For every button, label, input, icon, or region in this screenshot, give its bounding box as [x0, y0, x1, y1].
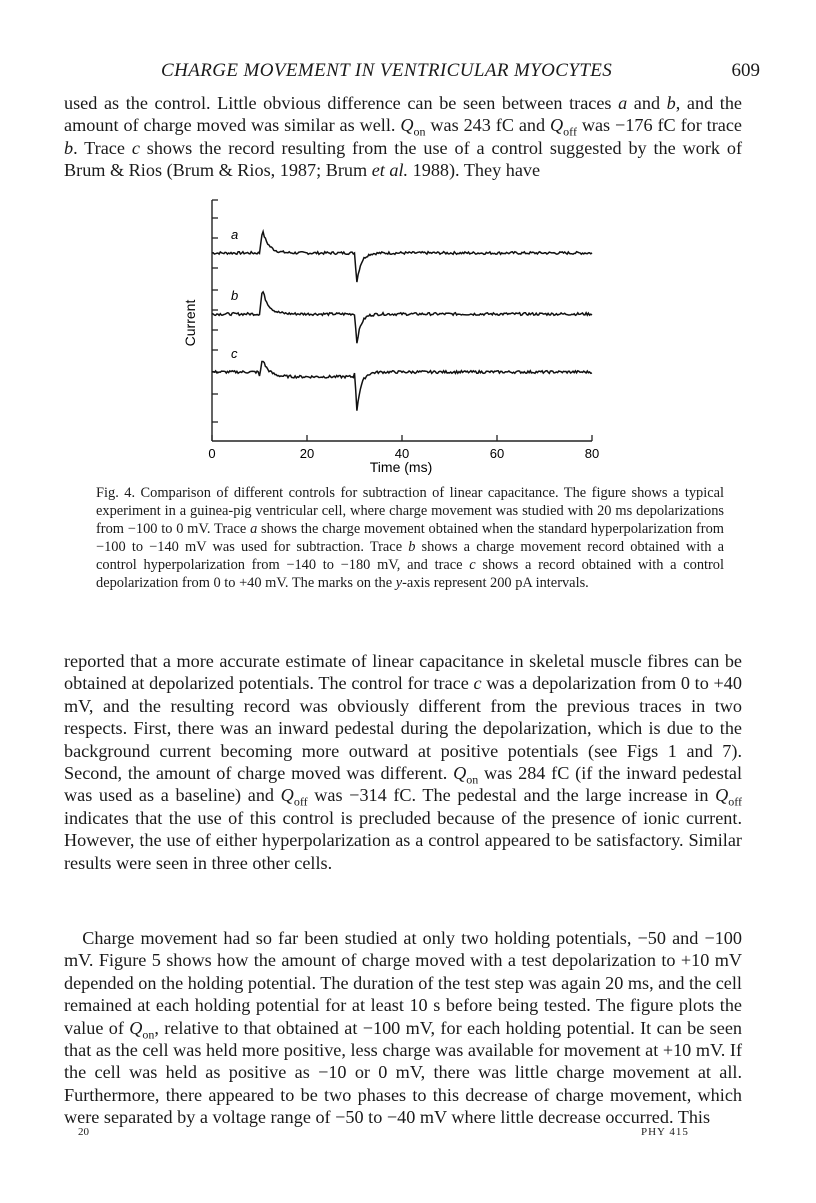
x-tick-label: 20 [299, 446, 315, 461]
y-axis-label: Current [182, 299, 198, 347]
journal-code: PHY 415 [641, 1126, 689, 1138]
body-paragraph-1 [64, 92, 742, 182]
caption-figure-number: Fig. 4. [96, 485, 136, 501]
chart-traces [212, 227, 592, 411]
trace-ref: c [473, 673, 482, 694]
trace-a [212, 232, 592, 283]
text-run: 1988). They have [408, 160, 541, 181]
page-number: 609 [731, 60, 760, 81]
trace-ref: c [469, 557, 476, 573]
et-al: et al. [371, 160, 409, 181]
trace-label-c: c [231, 346, 238, 361]
text-run: reported that a more accurate estimate of linear capacitance in skeletal muscle fibres can be obtained at depolarized potentials. The control for trace [64, 651, 742, 694]
text-run: shows the charge movement obtained when the standard hyperpolarization from −100 to −140 mV was used for subtraction. Trace [96, 521, 724, 555]
figure-caption [96, 484, 724, 592]
running-title: CHARGE MOVEMENT IN VENTRICULAR MYOCYTES [161, 60, 613, 81]
x-tick-label: 0 [208, 446, 216, 461]
text-run: , and the amount of charge moved was similar as well. [64, 93, 742, 136]
text-run: shows a record obtained with a control depolarization from 0 to +40 mV. The marks on the [96, 557, 724, 591]
x-tick-label: 80 [584, 446, 600, 461]
x-tick-label: 60 [489, 446, 505, 461]
text-run: was 284 fC (if the inward pedestal was used as a baseline) and [64, 763, 743, 806]
q-symbol: Q [280, 785, 294, 806]
trace-b [212, 292, 592, 343]
q-symbol: Q [550, 115, 564, 136]
q-subscript: off [728, 795, 742, 810]
text-run: used as the control. Little obvious difference can be seen between traces [64, 93, 619, 113]
x-tick-label: 40 [394, 446, 410, 461]
q-subscript: off [293, 795, 308, 810]
text-run: was 243 fC and [425, 115, 551, 136]
x-axis-label: Time (ms) [369, 459, 433, 475]
axis-ref: y [395, 575, 403, 591]
chart-axes [212, 200, 592, 441]
q-symbol: Q [400, 115, 414, 136]
text-run: , relative to that obtained at −100 mV, for each holding potential. It can be seen that as the cell was held more positive, less charge was available for movement at +10 mV. If the cell was held as positive as −10 or 0 mV, there was little charge movement at all. Furthermore, there appeared to be two phases to this decrease of charge movement, which were separated by a voltage range of −50 to −40 mV where little decrease occurred. This [64, 1017, 742, 1128]
text-run: Comparison of different controls for subtraction of linear capacitance. The figure shows a typical experiment in a guinea-pig ventricular cell, where charge movement was studied with 20 ms depolarizations from −100 to 0 mV. Trace [96, 485, 725, 537]
text-run: -axis represent 200 pA intervals. [402, 575, 589, 591]
y-axis-ticks [212, 200, 218, 422]
q-subscript: off [563, 125, 577, 140]
trace-ref: b [666, 93, 676, 113]
q-symbol: Q [129, 1017, 143, 1038]
trace-label-b: b [231, 288, 239, 303]
trace-ref: b [408, 539, 416, 555]
trace-label-a: a [231, 227, 239, 242]
body-paragraph-2 [64, 650, 742, 874]
text-run: shows the record resulting from the use of a control suggested by the work of Brum & Rios (Brum & Rios, 1987; Brum [64, 137, 742, 181]
body-paragraph-3 [64, 927, 742, 1129]
signature-mark: 20 [78, 1126, 89, 1138]
figure-4 [175, 190, 615, 480]
text-run: was −314 fC. The pedestal and the large increase in [307, 785, 716, 806]
trace-c [212, 362, 592, 411]
page-header [60, 60, 760, 84]
x-axis-ticks [208, 435, 599, 461]
text-run: and [627, 93, 667, 113]
charge-movement-chart [175, 190, 615, 480]
trace-ref: a [250, 521, 258, 537]
text-run: was a depolarization from 0 to +40 mV, and the resulting record was obviously different from the previous traces in two respects. First, there was an inward pedestal during the depolarization, which is due to the background current becoming more outward at positive potentials (see Figs 1 and 7). Second, the amount of charge moved was different. [64, 673, 742, 784]
q-symbol: Q [715, 785, 729, 806]
q-subscript: on [142, 1027, 155, 1042]
text-run: indicates that the use of this control is precluded because of the presence of ionic current. However, the use of either hyperpolarization as a control appeared to be satisfactory. Similar results were seen in three other cells. [64, 807, 742, 873]
trace-ref: c [131, 137, 140, 158]
text-run: shows a charge movement record obtained with a control hyperpolarization from −140 to −180 mV, and trace [96, 539, 724, 573]
q-subscript: on [466, 772, 479, 787]
text-run: Charge movement had so far been studied at only two holding potentials, −50 and −100 mV. Figure 5 shows how the amount of charge moved with a test depolarization to +10 mV depended on the holding potential. The duration of the test step was again 20 ms, and the cell remained at each holding potential for at least 10 s before being tested. The figure plots the value of [64, 928, 742, 1038]
text-run: . Trace [73, 137, 132, 158]
q-subscript: on [413, 125, 426, 140]
trace-ref: a [618, 93, 628, 113]
q-symbol: Q [453, 763, 467, 784]
trace-ref: b [64, 137, 74, 158]
text-run: was −176 fC for trace [576, 115, 743, 136]
